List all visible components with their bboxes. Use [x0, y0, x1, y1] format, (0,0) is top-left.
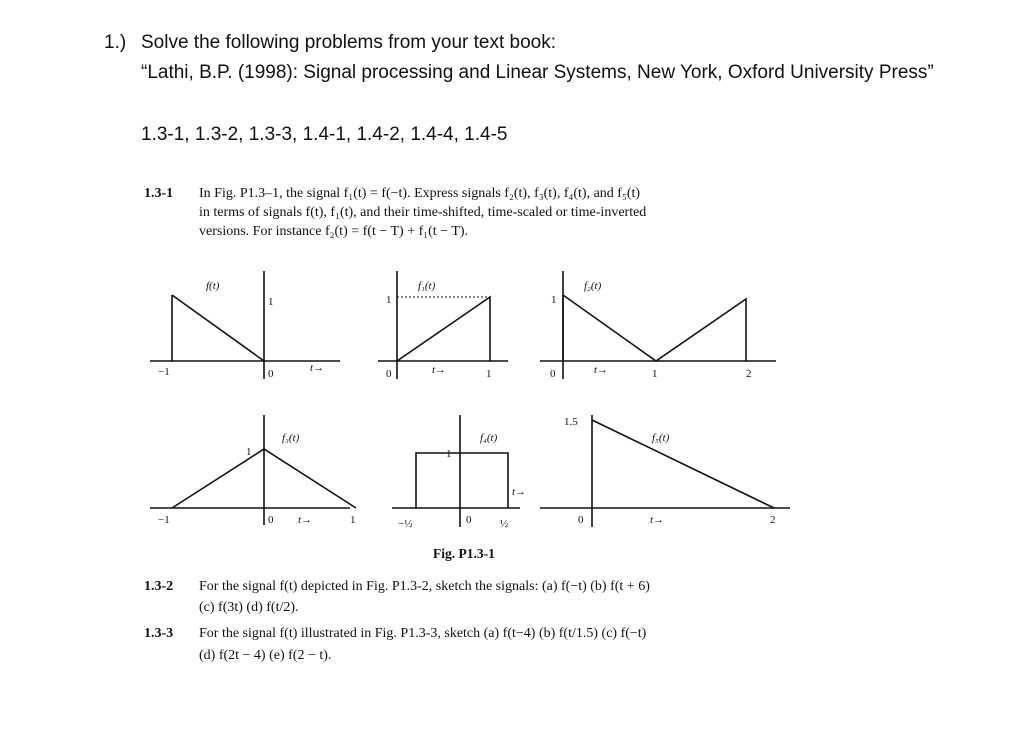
tick-label: 1 — [652, 368, 658, 380]
problem-id: 1.3-3 — [144, 626, 174, 641]
axis-arrow: t→ — [310, 362, 325, 374]
plot-f2 — [540, 271, 776, 379]
plot-label: f(t) — [206, 280, 220, 292]
figure-caption: Fig. P1.3-1 — [433, 546, 495, 561]
plot-label: f₄(t) — [480, 432, 498, 444]
tick-label: 1.5 — [564, 416, 578, 428]
problem-id: 1.3-1 — [144, 186, 174, 201]
axis-arrow: t→ — [650, 514, 665, 526]
axis-arrow: t→ — [594, 364, 609, 376]
plot-f3 — [150, 415, 356, 525]
tick-label: 0 — [268, 368, 274, 380]
axis-arrow: t→ — [432, 364, 447, 376]
textbook-reference: “Lathi, B.P. (1998): Signal processing and Linear Systems, New York, Oxford University Press” — [141, 62, 934, 83]
question-instruction: Solve the following problems from your text book: — [141, 32, 557, 53]
tick-label: 2 — [746, 368, 752, 380]
tick-label: 1 — [246, 446, 252, 458]
problem-text-line: in terms of signals f(t), f₁(t), and their time-shifted, time-scaled or time-inverted — [199, 205, 647, 220]
tick-label: 1 — [268, 296, 274, 308]
problem-id: 1.3-2 — [144, 579, 174, 594]
tick-label: 0 — [386, 368, 392, 380]
tick-label: −1 — [158, 366, 170, 378]
tick-label: 1 — [486, 368, 492, 380]
problem-list: 1.3-1, 1.3-2, 1.3-3, 1.4-1, 1.4-2, 1.4-4, 1.4-5 — [141, 124, 508, 145]
problem-text-line: For the signal f(t) depicted in Fig. P1.3-2, sketch the signals: (a) f(−t) (b) f(t + 6) — [199, 579, 650, 594]
tick-label: 0 — [268, 514, 274, 526]
axis-arrow: t→ — [298, 514, 313, 526]
problem-text-line: (d) f(2t − 4) (e) f(2 − t). — [199, 648, 332, 663]
question-number: 1.) — [104, 32, 127, 53]
problem-text-line: In Fig. P1.3–1, the signal f₁(t) = f(−t). Express signals f₂(t), f₃(t), f₄(t), and f₅(t) — [199, 186, 641, 201]
tick-label: 1 — [446, 448, 452, 460]
axis-arrow: t→ — [512, 486, 527, 498]
problem-text-line: For the signal f(t) illustrated in Fig. P1.3-3, sketch (a) f(t−4) (b) f(t/1.5) (c) f(−t) — [199, 626, 647, 641]
tick-label: −½ — [398, 518, 413, 530]
tick-label: 0 — [466, 514, 472, 526]
tick-label: 0 — [550, 368, 556, 380]
problem-text-line: (c) f(3t) (d) f(t/2). — [199, 600, 299, 615]
signal-figure — [140, 265, 800, 545]
plot-f1 — [378, 271, 508, 379]
plot-label: f₃(t) — [282, 432, 300, 444]
tick-label: 2 — [770, 514, 776, 526]
problem-text-line: versions. For instance f₂(t) = f(t − T) + f₁(t − T). — [199, 224, 469, 239]
plot-label: f₁(t) — [418, 280, 436, 292]
plot-f4 — [392, 415, 520, 527]
tick-label: −1 — [158, 514, 170, 526]
plot-label: f₅(t) — [652, 432, 670, 444]
tick-label: 1 — [386, 294, 392, 306]
tick-label: ½ — [500, 518, 509, 530]
plot-label: f₂(t) — [584, 280, 602, 292]
tick-label: 0 — [578, 514, 584, 526]
tick-label: 1 — [551, 294, 557, 306]
tick-label: 1 — [350, 514, 356, 526]
